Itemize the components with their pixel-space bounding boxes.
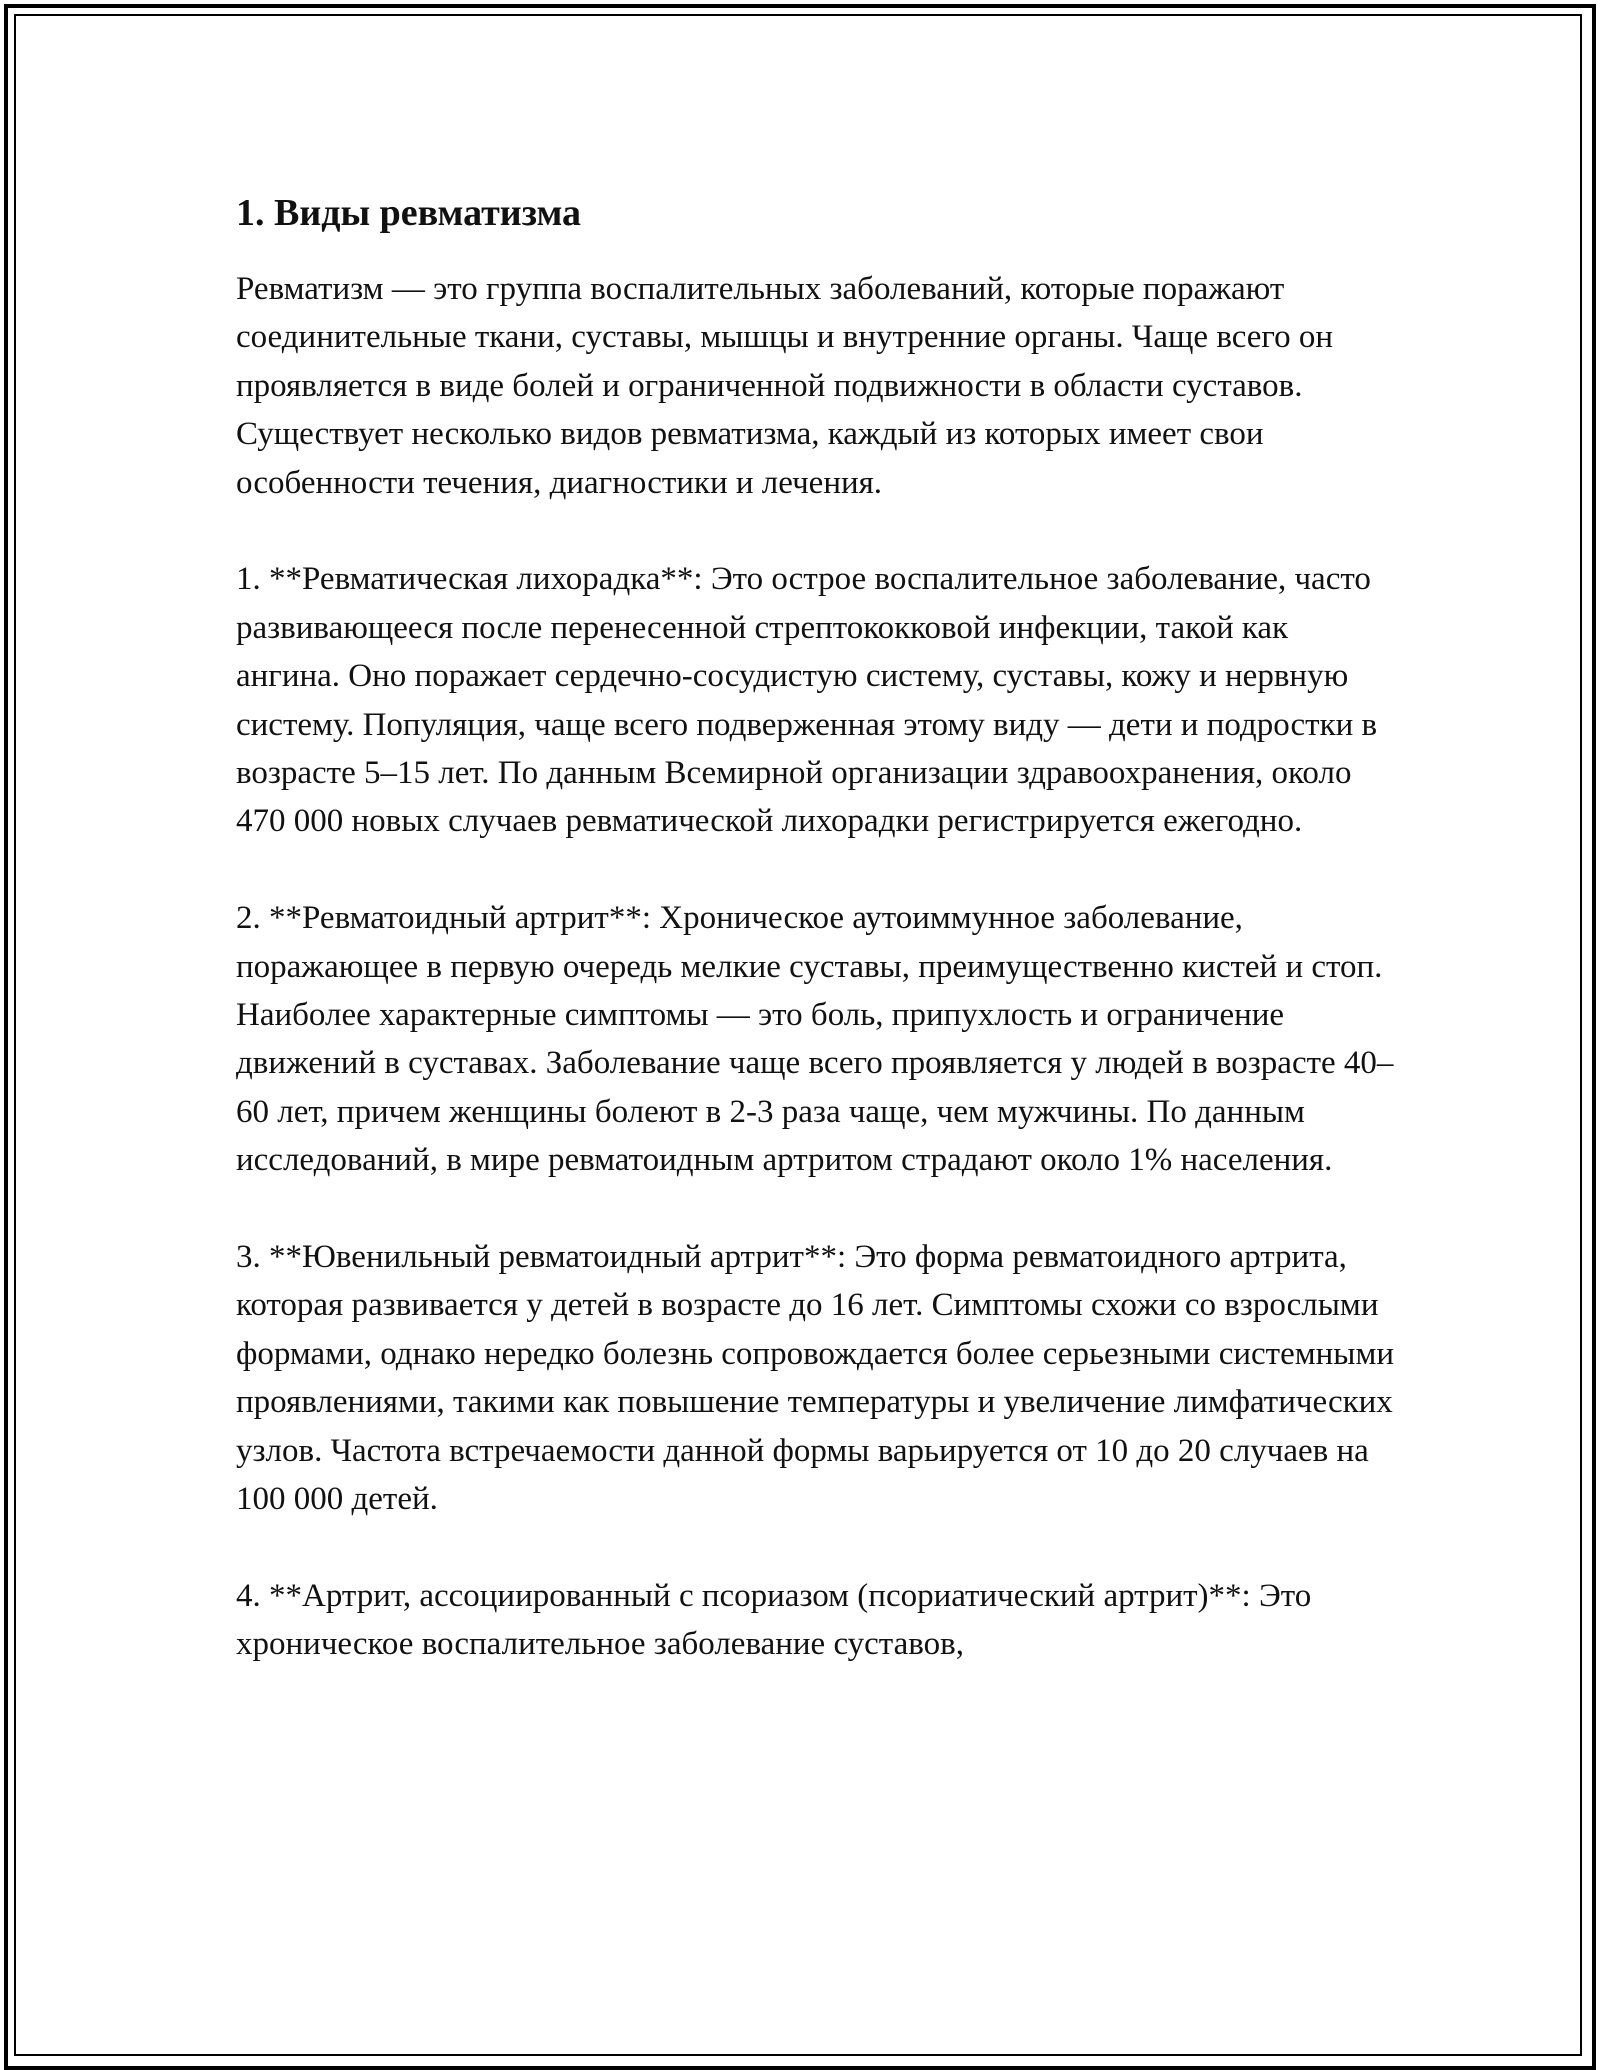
paragraph-rheumatoid-arthritis: 2. **Ревматоидный артрит**: Хроническое аутоиммунное заболевание, поражающее в первую очередь мелкие суставы, преимущественно кистей и стоп. Наиболее характерные симптомы — это боль, припухлость и ограничение движений в суставах. Заболевание чаще всего проявляется у людей в возрасте 40–60 лет, причем женщины болеют в 2-3 раза чаще, чем мужчины. По данным исследований, в мире ревматоидным артритом страдают около 1% населения.: [236, 900, 1394, 1179]
intro-paragraph: Ревматизм — это группа воспалительных заболеваний, которые поражают соединительные ткани, суставы, мышцы и внутренние органы. Чаще всего он проявляется в виде болей и ограниченной подвижности в области суставов. Существует несколько видов ревматизма, каждый из которых имеет свои особенности течения, диагностики и лечения.: [236, 271, 1334, 501]
paragraph-rheumatic-fever: 1. **Ревматическая лихорадка**: Это острое воспалительное заболевание, часто развивающееся после перенесенной стрептококковой инфекции, такой как ангина. Оно поражает сердечно-сосудистую систему, суставы, кожу и нервную систему. Популяция, чаще всего подверженная этому виду — дети и подростки в возрасте 5–15 лет. По данным Всемирной организации здравоохранения, около 470 000 новых случаев ревматической лихорадки регистрируется ежегодно.: [236, 561, 1378, 840]
paragraph-juvenile-arthritis: 3. **Ювенильный ревматоидный артрит**: Это форма ревматоидного артрита, которая развивается у детей в возрасте до 16 лет. Симптомы схожи со взрослыми формами, однако нередко болезнь сопровождается более серьезными системными проявлениями, такими как повышение температуры и увеличение лимфатических узлов. Частота встречаемости данной формы варьируется от 10 до 20 случаев на 100 000 детей.: [236, 1239, 1394, 1518]
section-heading: 1. Виды ревматизма: [236, 192, 582, 234]
paragraph-psoriatic-arthritis: 4. **Артрит, ассоциированный с псориазом (псориатический артрит)**: Это хроническое воспалительное заболевание суставов,: [236, 1577, 1312, 1663]
document-page: [236, 184, 1396, 1717]
